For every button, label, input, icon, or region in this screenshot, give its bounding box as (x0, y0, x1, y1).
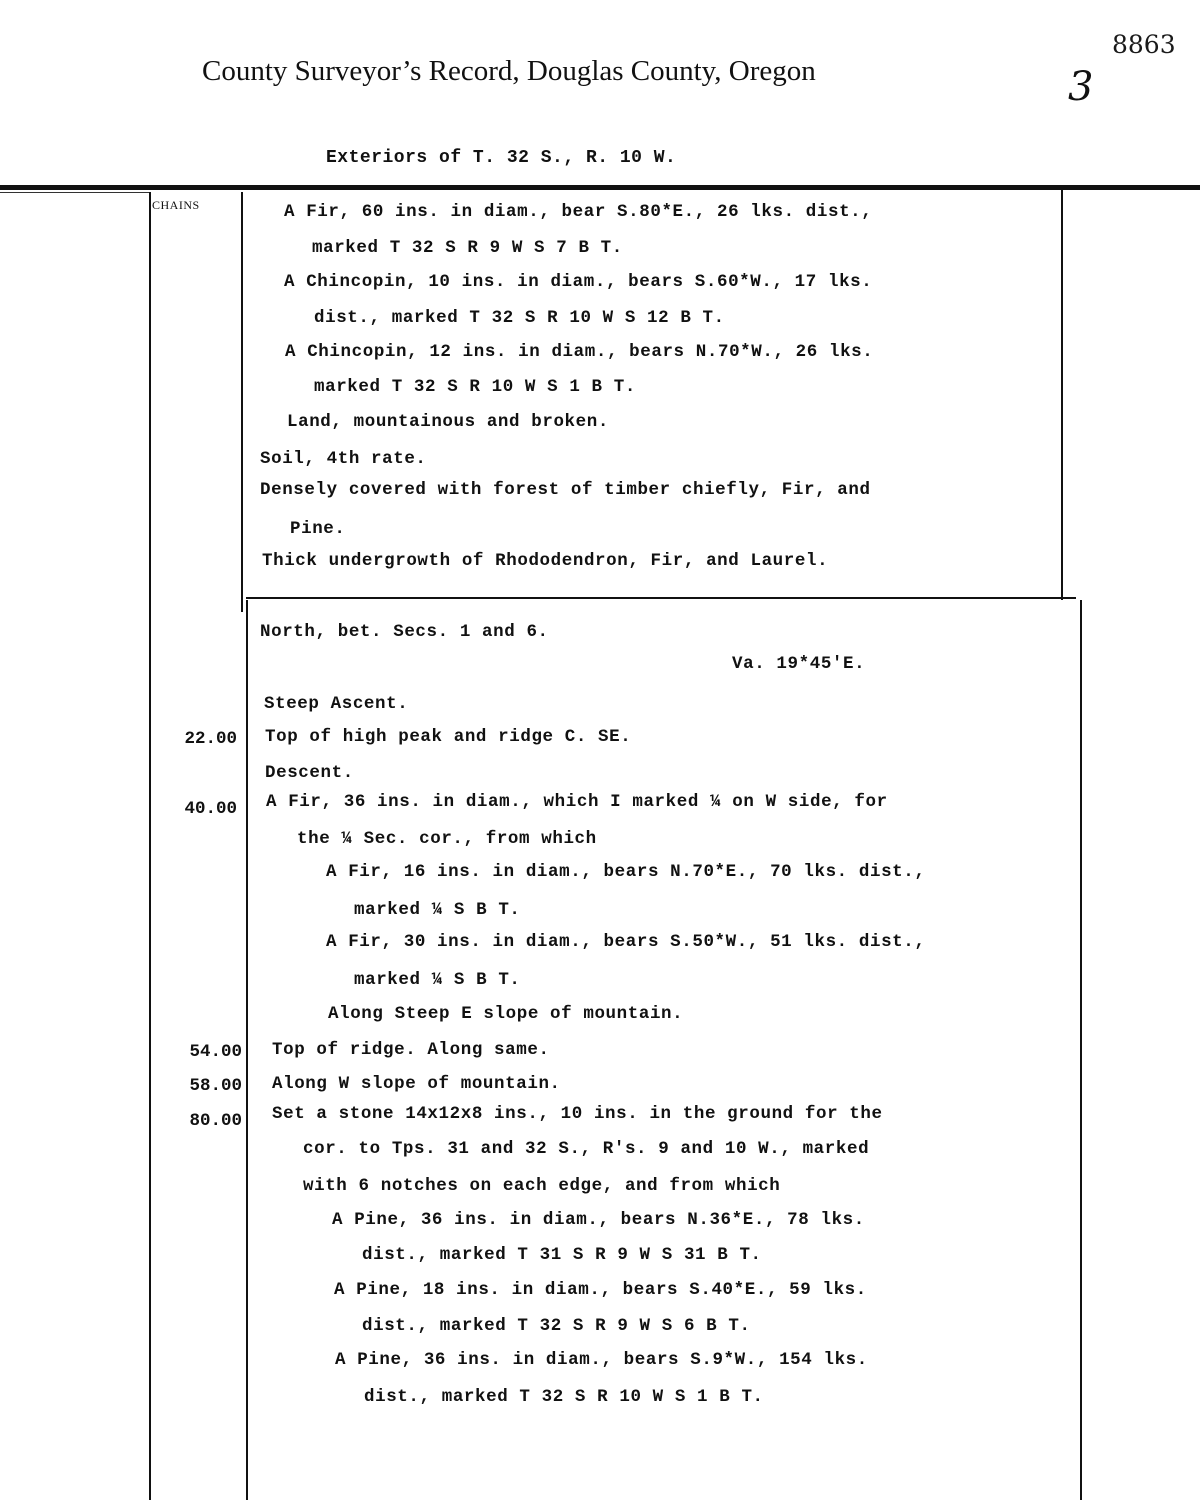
record-subtitle: Exteriors of T. 32 S., R. 10 W. (326, 148, 677, 168)
top-rule-secondary (0, 192, 150, 193)
record-line: A Chincopin, 10 ins. in diam., bears S.60*W., 17 lks. (284, 272, 873, 292)
page-title: County Surveyor’s Record, Douglas County, Oregon (202, 55, 816, 87)
record-line: A Pine, 36 ins. in diam., bears N.36*E., 78 lks. (332, 1210, 865, 1230)
record-line: Soil, 4th rate. (260, 449, 427, 469)
record-line: Steep Ascent. (264, 694, 409, 714)
record-line: A Fir, 36 ins. in diam., which I marked ¼ on W side, for (266, 792, 888, 812)
chains-column-divider-upper (241, 192, 243, 612)
record-line: dist., marked T 32 S R 9 W S 6 B T. (362, 1316, 751, 1336)
record-line: marked T 32 S R 10 W S 1 B T. (314, 377, 636, 397)
chains-column-divider-lower (246, 600, 248, 1500)
record-line: cor. to Tps. 31 and 32 S., R's. 9 and 10 W., marked (303, 1139, 870, 1159)
record-line: A Fir, 60 ins. in diam., bear S.80*E., 26 lks. dist., (284, 202, 873, 222)
record-line: marked ¼ S B T. (354, 900, 521, 920)
chain-value: 80.00 (189, 1111, 242, 1131)
record-line: marked ¼ S B T. (354, 970, 521, 990)
record-line: Along Steep E slope of mountain. (328, 1004, 684, 1024)
chain-value: 22.00 (184, 729, 237, 749)
record-line: A Chincopin, 12 ins. in diam., bears N.70*W., 26 lks. (285, 342, 874, 362)
section-divider (246, 597, 1076, 599)
chain-value: 40.00 (184, 799, 237, 819)
record-line: Set a stone 14x12x8 ins., 10 ins. in the ground for the (272, 1104, 883, 1124)
variation-note: Va. 19*45'E. (732, 654, 866, 674)
record-line: Densely covered with forest of timber chiefly, Fir, and (260, 480, 871, 500)
left-border (149, 192, 151, 1500)
record-line: dist., marked T 32 S R 10 W S 12 B T. (314, 308, 725, 328)
chain-value: 58.00 (189, 1076, 242, 1096)
record-line: Land, mountainous and broken. (287, 412, 609, 432)
page-number: 8863 (1112, 30, 1176, 59)
record-line: Descent. (265, 763, 354, 783)
chains-column-label: CHAINS (152, 198, 200, 212)
record-line: dist., marked T 32 S R 10 W S 1 B T. (364, 1387, 764, 1407)
record-line: A Pine, 36 ins. in diam., bears S.9*W., 154 lks. (335, 1350, 868, 1370)
record-line: dist., marked T 31 S R 9 W S 31 B T. (362, 1245, 762, 1265)
record-line: marked T 32 S R 9 W S 7 B T. (312, 238, 623, 258)
record-line: A Pine, 18 ins. in diam., bears S.40*E., 59 lks. (334, 1280, 867, 1300)
record-line: A Fir, 16 ins. in diam., bears N.70*E., 70 lks. dist., (326, 862, 926, 882)
right-border-upper (1061, 188, 1063, 600)
record-line: Top of high peak and ridge C. SE. (265, 727, 632, 747)
right-border-lower (1080, 600, 1082, 1500)
record-line: Along W slope of mountain. (272, 1074, 561, 1094)
record-line: Pine. (290, 519, 346, 539)
record-line: North, bet. Secs. 1 and 6. (260, 622, 549, 642)
record-line: with 6 notches on each edge, and from which (303, 1176, 781, 1196)
chain-value: 54.00 (189, 1042, 242, 1062)
record-line: A Fir, 30 ins. in diam., bears S.50*W., 51 lks. dist., (326, 932, 926, 952)
record-line: the ¼ Sec. cor., from which (297, 829, 597, 849)
record-line: Top of ridge. Along same. (272, 1040, 550, 1060)
top-rule (0, 185, 1200, 190)
handwritten-number: 3 (1068, 64, 1094, 110)
record-line: Thick undergrowth of Rhododendron, Fir, and Laurel. (262, 551, 829, 571)
